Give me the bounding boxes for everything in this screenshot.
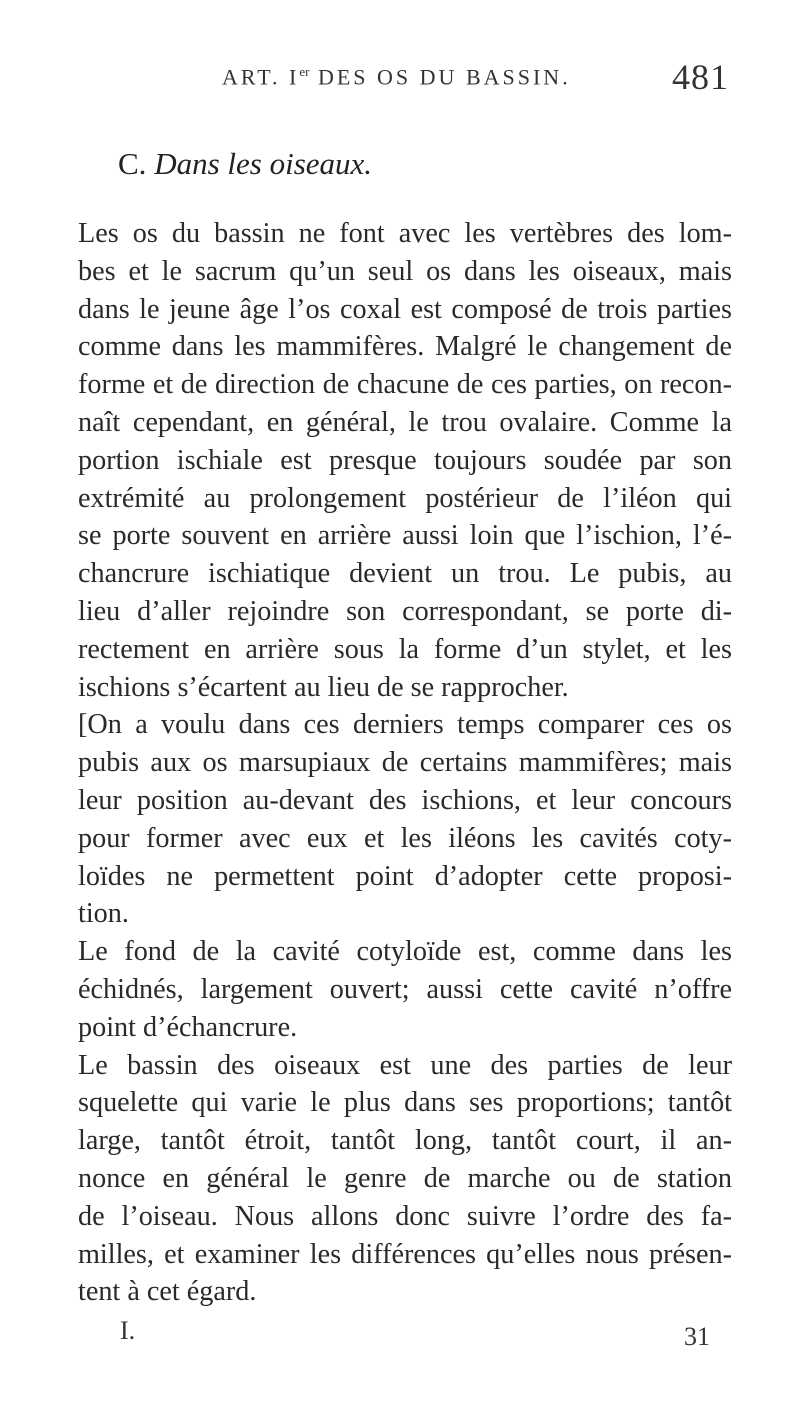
text-line: extrémité au prolongement postérieur de l’iléon qui (78, 482, 732, 514)
text-line: tion. (78, 898, 129, 930)
text-line: pour former avec eux et les iléons les cavités coty- (78, 822, 732, 854)
text-line: portion ischiale est presque toujours soudée par son (78, 444, 732, 476)
text-line: naît cependant, en général, le trou ovalaire. Comme la (78, 406, 732, 438)
text-line: se porte souvent en arrière aussi loin que l’ischion, l’é- (78, 520, 732, 552)
signature-mark-left: I. (120, 1316, 136, 1345)
text-line: bes et le sacrum qu’un seul os dans les oiseaux, mais (78, 255, 732, 287)
text-line: comme dans les mammifères. Malgré le changement de (78, 331, 732, 363)
text-line: pubis aux os marsupiaux de certains mammifères; mais (78, 747, 732, 779)
body-text (78, 215, 732, 1311)
text-line: tent à cet égard. (78, 1276, 257, 1308)
text-line: forme et de direction de chacune de ces parties, on recon- (78, 369, 732, 401)
running-head-title-sup: er (299, 64, 310, 79)
text-line: point d’échancrure. (78, 1011, 298, 1043)
text-line: loïdes ne permettent point d’adopter cette proposi- (78, 860, 732, 892)
running-head-title (222, 64, 571, 90)
text-line: lieu d’aller rejoindre son correspondant, se porte di- (78, 595, 732, 627)
text-line: rectement en arrière sous la forme d’un stylet, et les (78, 633, 732, 665)
text-line: ischions s’écartent au lieu de se rapprocher. (78, 671, 569, 703)
text-line: Les os du bassin ne font avec les vertèbres des lom- (78, 218, 732, 249)
page-footer (0, 1316, 800, 1356)
running-head (0, 56, 800, 96)
text-line: dans le jeune âge l’os coxal est composé de trois parties (78, 293, 732, 325)
text-line: squelette qui varie le plus dans ses proportions; tantôt (78, 1087, 732, 1119)
text-line: nonce en général le genre de marche ou de station (78, 1162, 732, 1194)
signature-mark-right: 31 (684, 1322, 710, 1351)
text-line: chancrure ischiatique devient un trou. Le pubis, au (78, 558, 732, 590)
text-line: [On a voulu dans ces derniers temps comparer ces os (78, 709, 732, 741)
text-line: échidnés, largement ouvert; aussi cette cavité n’offre (78, 973, 732, 1005)
running-head-title-part2: DES OS DU BASSIN. (309, 64, 571, 90)
section-label: C. (118, 146, 147, 181)
text-line: milles, et examiner les différences qu’elles nous présen- (78, 1238, 732, 1270)
text-line: Le fond de la cavité cotyloïde est, comme dans les (78, 936, 732, 968)
section-title: Dans les oiseaux. (154, 146, 373, 181)
text-line: large, tantôt étroit, tantôt long, tantôt court, il an- (78, 1125, 732, 1157)
page-number: 481 (672, 57, 729, 97)
text-line: leur position au-devant des ischions, et leur concours (78, 784, 732, 816)
running-head-title-part1: ART. I (222, 64, 300, 90)
text-line: de l’oiseau. Nous allons donc suivre l’ordre des fa- (78, 1200, 732, 1232)
section-heading (118, 146, 372, 182)
text-line: Le bassin des oiseaux est une des parties de leur (78, 1049, 732, 1081)
